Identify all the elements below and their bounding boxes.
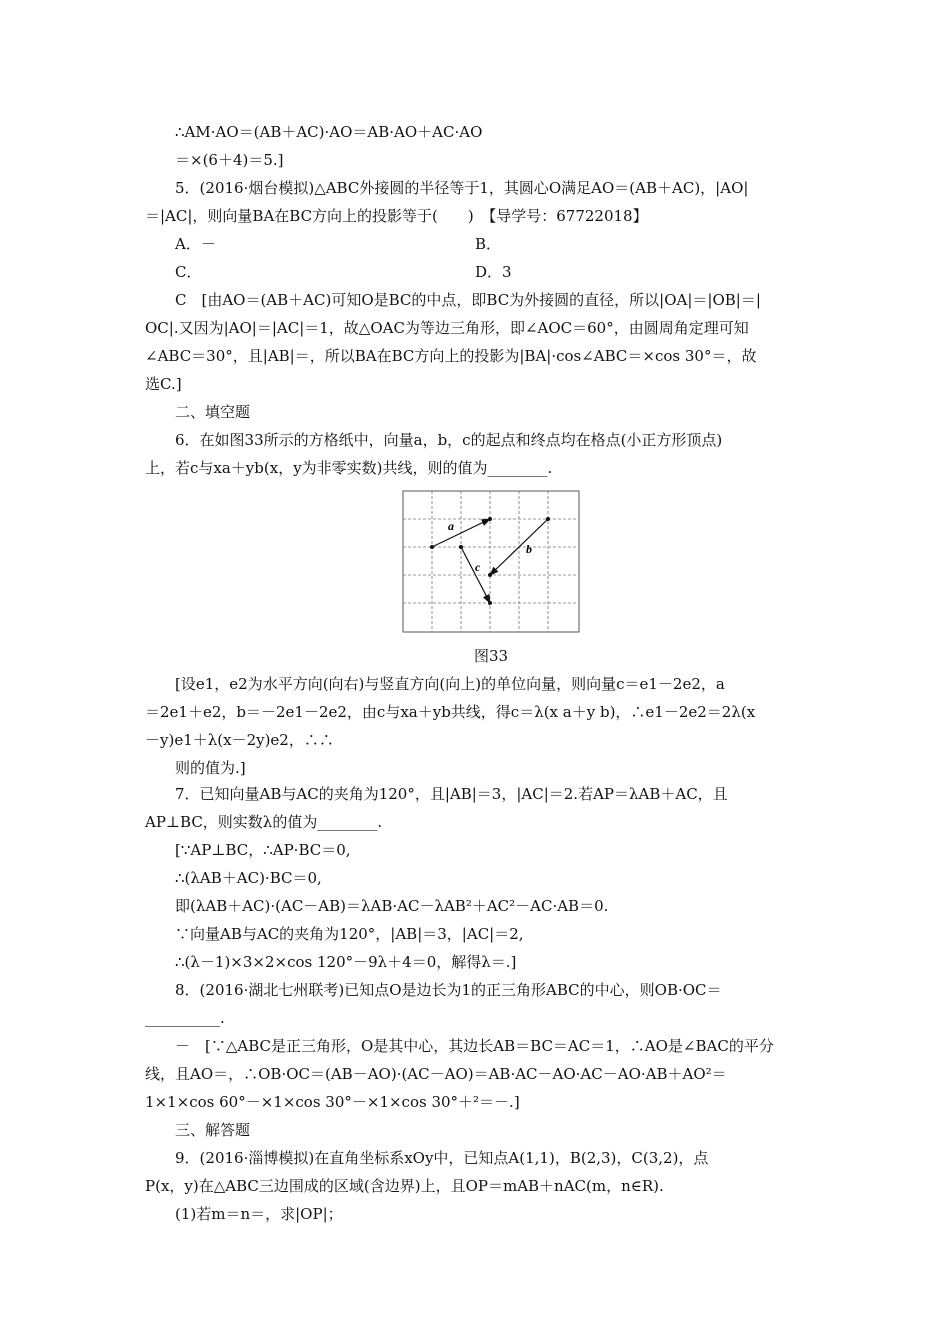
text-line: 线，且AO＝，∴OB·OC＝(AB－AO)·(AC－AO)＝AB·AC－AO·AC－AO·AB＋AO²＝ xyxy=(145,1065,727,1083)
text-line: －y)e1＋λ(x－2y)e2，∴∴ xyxy=(145,731,334,749)
option-c: C． xyxy=(175,263,202,281)
text-line: 上，若c与xa＋yb(x，y为非零实数)共线，则的值为________. xyxy=(145,459,553,477)
section-heading: 三、解答题 xyxy=(175,1121,251,1139)
text-line: 9．(2016·淄博模拟)在直角坐标系xOy中，已知点A(1,1)，B(2,3)，C(3,2)，点 xyxy=(175,1149,709,1167)
text-line: C [由AO＝(AB＋AC)可知O是BC的中点，即BC为外接圆的直径，所以|OA|＝|OB|＝| xyxy=(175,291,761,309)
text-line: (1)若m＝n＝，求|OP|； xyxy=(175,1205,343,1223)
text-line: P(x，y)在△ABC三边围成的区域(含边界)上，且OP＝mAB＋nAC(m，n∈R). xyxy=(145,1177,664,1195)
option-d: D．3 xyxy=(475,263,512,281)
text-line: ∴AM·AO＝(AB＋AC)·AO＝AB·AO＋AC·AO xyxy=(175,123,483,141)
text-line: __________. xyxy=(145,1009,225,1027)
text-line: 1×1×cos 60°－×1×cos 30°－×1×cos 30°＋²＝－.] xyxy=(145,1093,520,1111)
text-line: ∴(λAB＋AC)·BC＝0, xyxy=(175,869,322,887)
text-line: 则的值为.] xyxy=(175,759,246,777)
section-heading: 二、填空题 xyxy=(175,403,251,421)
text-line: ∵向量AB与AC的夹角为120°，|AB|＝3，|AC|＝2, xyxy=(175,925,524,943)
text-line: ＝×(6＋4)＝5.] xyxy=(175,151,284,169)
text-line: ＝|AC|，则向量BA在BC方向上的投影等于( ) 【导学号：67722018】 xyxy=(145,207,648,225)
text-line: OC|.又因为|AO|＝|AC|＝1，故△OAC为等边三角形，即∠AOC＝60°，由圆周角定理可知 xyxy=(145,319,749,337)
text-line: 6．在如图33所示的方格纸中，向量a，b，c的起点和终点均在格点(小正方形顶点) xyxy=(175,431,723,449)
text-line: 即(λAB＋AC)·(AC－AB)＝λAB·AC－λAB²＋AC²－AC·AB＝0. xyxy=(175,897,609,915)
text-line: 7．已知向量AB与AC的夹角为120°，且|AB|＝3，|AC|＝2.若AP＝λAB＋AC，且 xyxy=(175,785,728,803)
option-b: B． xyxy=(475,235,502,253)
figure-caption: 图33 xyxy=(474,647,509,665)
text-line: － [∵△ABC是正三角形，O是其中心，其边长AB＝BC＝AC＝1，∴AO是∠BAC的平分 xyxy=(175,1037,774,1055)
text-line: AP⊥BC，则实数λ的值为________. xyxy=(145,813,383,831)
option-a: A．－ xyxy=(175,235,216,253)
text-line: ＝2e1＋e2，b＝－2e1－2e2，由c与xa＋yb共线，得c＝λ(x a＋y b)，∴e1－2e2＝2λ(x xyxy=(145,703,756,721)
text-line: 选C.] xyxy=(145,375,182,393)
text-line: ∠ABC＝30°，且|AB|＝，所以BA在BC方向上的投影为|BA|·cos∠ABC＝×cos 30°＝，故 xyxy=(145,347,757,365)
grid-figure xyxy=(402,490,580,634)
label-a: a xyxy=(448,519,454,533)
label-c: c xyxy=(475,560,481,574)
text-line: 5．(2016·烟台模拟)△ABC外接圆的半径等于1，其圆心O满足AO＝(AB＋AC)，|AO| xyxy=(175,179,749,197)
label-b: b xyxy=(526,542,532,556)
text-line: [∵AP⊥BC，∴AP·BC＝0, xyxy=(175,841,351,859)
text-line: ∴(λ－1)×3×2×cos 120°－9λ＋4＝0，解得λ＝.] xyxy=(175,953,517,971)
text-line: 8．(2016·湖北七州联考)已知点O是边长为1的正三角形ABC的中心，则OB·OC＝ xyxy=(175,981,722,999)
text-line: [设e1，e2为水平方向(向右)与竖直方向(向上)的单位向量，则向量c＝e1－2e2，a xyxy=(175,675,725,693)
